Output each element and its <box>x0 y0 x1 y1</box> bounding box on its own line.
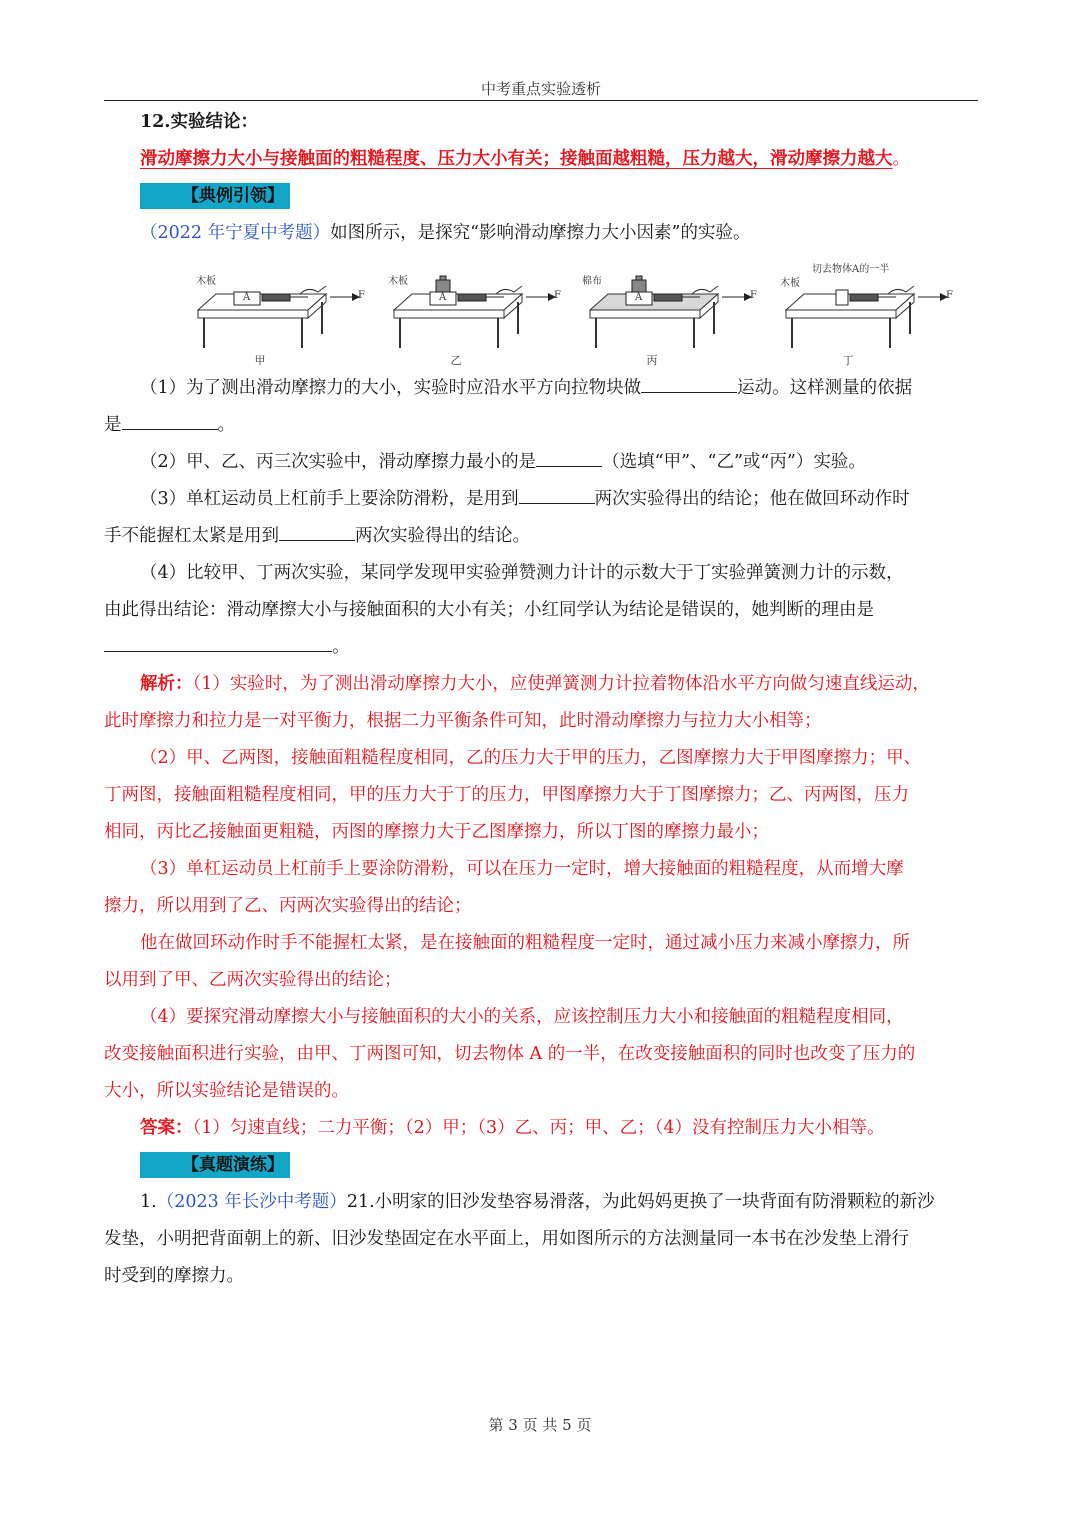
analysis-p1a: （1）实验时，为了测出滑动摩擦力大小，应使弹簧测力计拉着物体沿水平方向做匀速直线运动， <box>192 674 930 694</box>
analysis-label: 解析： <box>140 674 193 694</box>
figure-jia-block: A <box>243 292 251 303</box>
practice-l1-text: 21.小明家的旧沙发垫容易滑落，为此妈妈更换了一块背面有防滑颗粒的新沙 <box>346 1192 935 1212</box>
figure-jia-force: F <box>358 290 365 301</box>
figure-yi <box>386 264 562 367</box>
analysis-p5b: 改变接触面积进行实验，由甲、丁两图可知，切去物体 A 的一半，在改变接触面积的同时也改变了压力的 <box>104 1044 916 1064</box>
conclusion-heading: 12.实验结论： <box>140 112 258 132</box>
q3-text-b: 两次实验得出的结论；他在做回环动作时 <box>594 489 910 509</box>
figure-jia-caption: 甲 <box>254 354 266 367</box>
question-4-cont: 由此得出结论：滑动摩擦大小与接触面积的大小有关；小红同学认为结论是错误的，她判断的理由是 <box>104 600 874 620</box>
q1-blank-2[interactable] <box>122 411 218 430</box>
figure-ding-drawing <box>778 264 954 364</box>
q3-text-a: （3）单杠运动员上杠前手上要涂防滑粉，是用到 <box>140 489 519 509</box>
figure-ding <box>778 264 954 367</box>
practice-tag-line <box>104 1147 978 1184</box>
q4-blank[interactable] <box>104 633 332 652</box>
figure-bing <box>582 264 758 367</box>
practice-l1 <box>104 1184 978 1221</box>
question-1 <box>104 370 978 407</box>
q3-text-d: 两次实验得出的结论。 <box>355 526 530 546</box>
q3-text-c: 手不能握杠太紧是用到 <box>104 526 279 546</box>
page-header: 中考重点实验透析 <box>480 80 601 98</box>
figure-yi-caption: 乙 <box>450 354 462 367</box>
conclusion-body: 滑动摩擦力大小与接触面的粗糙程度、压力大小有关；接触面越粗糙，压力越大，滑动摩擦力越大 <box>140 149 893 169</box>
figure-jia-drawing <box>190 264 366 364</box>
analysis-p4b: 以用到了甲、乙两次实验得出的结论； <box>104 970 402 990</box>
q3-blank-1[interactable] <box>519 485 595 504</box>
q4-text-c: 。 <box>332 637 350 657</box>
analysis-p2a: （2）甲、乙两图，接触面粗糙程度相同，乙的压力大于甲的压力，乙图摩擦力大于甲图摩擦力；甲、 <box>140 748 922 768</box>
figure-ding-force: F <box>946 290 953 301</box>
question-4-end <box>104 629 978 666</box>
conclusion-end: 。 <box>892 149 910 169</box>
q1-blank-1[interactable] <box>641 374 737 393</box>
figure-bing-force: F <box>750 290 757 301</box>
example-stem-text: 如图所示，是探究“影响滑动摩擦力大小因素”的实验。 <box>330 223 751 243</box>
example-tag: 【典例引领】 <box>140 183 290 209</box>
practice-num: 1. <box>140 1192 157 1212</box>
answer-label: 答案： <box>140 1118 193 1138</box>
example-tag-line <box>104 178 978 215</box>
q2-text-a: （2）甲、乙、丙三次实验中，滑动摩擦力最小的是 <box>140 452 537 472</box>
q2-blank[interactable] <box>536 448 602 467</box>
analysis-p5a: （4）要探究滑动摩擦大小与接触面积的大小的关系，应该控制压力大小和接触面的粗糙程度相同， <box>140 1007 904 1027</box>
figure-jia-surface: 木板 <box>196 276 216 287</box>
practice-l2: 发垫，小明把背面朝上的新、旧沙发垫固定在水平面上，用如图所示的方法测量同一本书在沙发垫上滑行 <box>104 1229 909 1249</box>
question-4: （4）比较甲、丁两次实验，某同学发现甲实验弹赞测力计计的示数大于丁实验弹簧测力计的示数， <box>140 563 904 583</box>
q3-blank-2[interactable] <box>279 522 355 541</box>
example-source: （2022 年宁夏中考题） <box>140 223 331 243</box>
figure-ding-cut-label: 切去物体A的一半 <box>812 264 890 275</box>
figure-jia <box>190 264 366 367</box>
q2-text-b: （选填“甲”、“乙”或“丙”）实验。 <box>602 452 866 472</box>
example-stem <box>104 215 978 252</box>
analysis-p4a: 他在做回环动作时手不能握杠太紧，是在接触面的粗糙程度一定时，通过减小压力来减小摩擦力，所 <box>140 933 910 953</box>
page-content <box>104 104 978 1295</box>
analysis-p3a: （3）单杠运动员上杠前手上要涂防滑粉，可以在压力一定时，增大接触面的粗糙程度，从而增大摩 <box>140 859 904 879</box>
q1-text-d: 。 <box>217 415 235 435</box>
q1-text-a: （1）为了测出滑动摩擦力的大小，实验时应沿水平方向拉物块做 <box>140 378 642 398</box>
figure-yi-drawing <box>386 264 562 364</box>
figure-yi-force: F <box>554 290 561 301</box>
answer-text: （1）匀速直线；二力平衡；（2）甲；（3）乙、丙；甲、乙；（4）没有控制压力大小相等。 <box>192 1118 885 1138</box>
answer-line <box>104 1110 978 1147</box>
figure-bing-block: A <box>635 292 643 303</box>
question-1-cont <box>104 407 978 444</box>
analysis-p5c: 大小，所以实验结论是错误的。 <box>104 1081 349 1101</box>
experiment-figure <box>190 260 978 367</box>
figure-yi-surface: 木板 <box>388 276 408 287</box>
figure-ding-surface: 木板 <box>780 278 800 289</box>
header-rule <box>104 100 978 101</box>
q1-text-b: 运动。这样测量的依据 <box>737 378 913 398</box>
figure-ding-caption: 丁 <box>842 354 854 367</box>
analysis-p1 <box>104 666 978 703</box>
practice-l3: 时受到的摩擦力。 <box>104 1266 244 1286</box>
figure-bing-drawing <box>582 264 758 364</box>
analysis-p1b: 此时摩擦力和拉力是一对平衡力，根据二力平衡条件可知，此时滑动摩擦力与拉力大小相等； <box>104 711 822 731</box>
question-2 <box>104 444 978 481</box>
analysis-p2b: 丁两图，接触面粗糙程度相同，甲的压力大于丁的压力，甲图摩擦力大于丁图摩擦力；乙、丙两图，压力 <box>104 785 909 805</box>
figure-bing-caption: 丙 <box>646 354 658 367</box>
analysis-p2c: 相同，丙比乙接触面更粗糙，丙图的摩擦力大于乙图摩擦力，所以丁图的摩擦力最小； <box>104 822 769 842</box>
question-3 <box>104 481 978 518</box>
practice-tag: 【真题演练】 <box>140 1152 290 1178</box>
figure-bing-surface: 棉布 <box>582 276 602 287</box>
figure-yi-block: A <box>439 292 447 303</box>
conclusion-text <box>104 141 978 178</box>
q1-text-c: 是 <box>104 415 122 435</box>
question-3-cont <box>104 518 978 555</box>
page-footer: 第 3 页 共 5 页 <box>488 1416 592 1434</box>
practice-source: （2023 年长沙中考题） <box>156 1192 347 1212</box>
analysis-p3b: 擦力，所以用到了乙、丙两次实验得出的结论； <box>104 896 472 916</box>
